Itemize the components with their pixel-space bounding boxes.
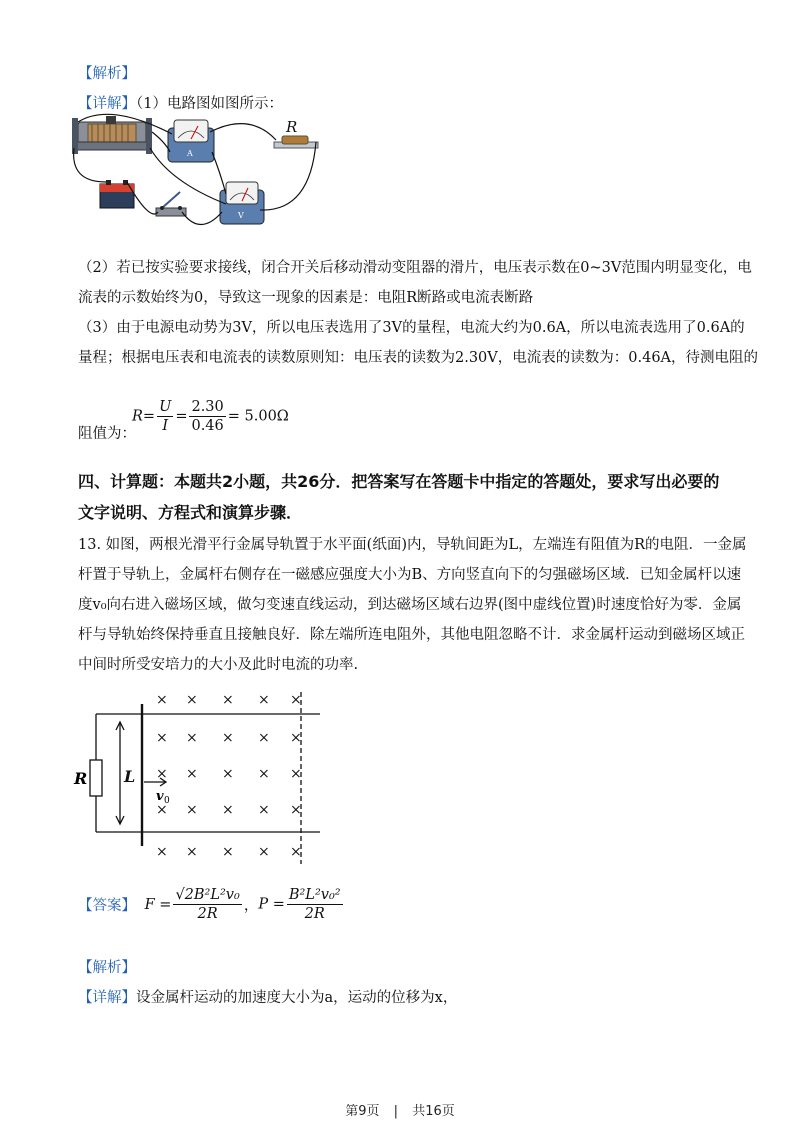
- field-cross: ×: [222, 844, 234, 860]
- field-cross: ×: [156, 730, 168, 746]
- frac-U: U: [159, 399, 172, 415]
- field-cross: ×: [186, 692, 198, 708]
- frac-I: I: [162, 418, 169, 434]
- answer-F-num: √2B²L²v₀: [175, 887, 240, 903]
- detail-line-2: [78, 988, 730, 1008]
- item2-line-1: （2）若已按实验要求接线，闭合开关后移动滑动变阻器的滑片，电压表示数在0~3V范围内明显变化，电: [78, 260, 752, 276]
- q13-line-4: 杆与导轨始终保持垂直且接触良好．除左端所连电阻外，其他电阻忽略不计．求金属杆运动到磁场区域正: [78, 627, 745, 643]
- field-cross: ×: [186, 844, 198, 860]
- field-cross: ×: [156, 692, 168, 708]
- field-cross: ×: [258, 692, 270, 708]
- page-footer: [0, 1100, 800, 1119]
- field-diagram: [70, 688, 330, 868]
- item2-line-2: 流表的示数始终为0，导致这一现象的因素是：电阻R断路或电流表断路: [78, 290, 534, 306]
- frac-den: 0.46: [191, 418, 224, 434]
- field-cross: ×: [258, 802, 270, 818]
- answer-tag: 【答案】: [78, 898, 136, 914]
- analysis-tag: 【解析】: [78, 66, 136, 82]
- fig-R-label: R: [74, 769, 88, 788]
- field-cross: ×: [186, 766, 198, 782]
- answer-block: [78, 886, 345, 923]
- answer-sep: ，: [243, 898, 259, 914]
- answer-P-lhs: P =: [258, 896, 285, 913]
- detail-tag: 【详解】: [78, 96, 136, 112]
- fig-v-label: v: [156, 789, 164, 804]
- q13-line-2: 杆置于导轨上，金属杆右侧存在一磁感应强度大小为B、方向竖直向下的匀强磁场区域．已知金属杆以速: [78, 567, 742, 583]
- ammeter-icon: [168, 120, 214, 162]
- field-cross: ×: [290, 844, 302, 860]
- answer-F-lhs: F =: [144, 896, 172, 913]
- field-cross: ×: [290, 802, 302, 818]
- field-cross: ×: [156, 766, 168, 782]
- footer-sep: |: [393, 1104, 399, 1119]
- resistor-box: [90, 760, 102, 796]
- detail-line-1: [78, 94, 730, 114]
- answer-F-frac: [173, 886, 241, 923]
- q13-line-1: 13. 如图，两根光滑平行金属导轨置于水平面(纸面)内，导轨间距为L，左端连有阻值为R的电阻．一金属: [78, 537, 747, 553]
- detail-text-2: 设金属杆运动的加速度大小为a，运动的位移为x，: [136, 990, 458, 1006]
- answer-P-num: B²L²v₀²: [288, 887, 341, 903]
- field-cross: ×: [290, 730, 302, 746]
- rheostat-icon: [72, 116, 152, 154]
- resistor-label: R: [286, 118, 298, 136]
- field-cross: ×: [186, 730, 198, 746]
- field-cross: ×: [186, 802, 198, 818]
- item1-text: （1）电路图如图所示：: [136, 96, 283, 112]
- item3-line-3: 阻值为：: [78, 426, 136, 442]
- analysis-tag-2: 【解析】: [78, 960, 136, 976]
- formula-R: R=: [132, 408, 156, 425]
- footer-total: 共16页: [412, 1104, 455, 1119]
- formula-eq: =: [175, 408, 188, 425]
- q13-line-5: 中间时所受安培力的大小及此时电流的功率.: [78, 657, 359, 673]
- switch-icon: [156, 192, 186, 216]
- answer-P-den: 2R: [304, 906, 325, 922]
- q13-line-3: 度v₀向右进入磁场区域，做匀变速直线运动，到达磁场区域右边界(图中虚线位置)时速度恰好为零．金属: [78, 597, 742, 613]
- frac-num: 2.30: [191, 399, 224, 415]
- item3-line-2: 量程；根据电压表和电流表的读数原则知：电压表的读数为2.30V，电流表的读数为：0.46A，待测电阻的: [78, 350, 759, 366]
- section4-heading-2: 文字说明、方程式和演算步骤．: [78, 503, 303, 522]
- detail-tag-2: 【详解】: [78, 990, 136, 1006]
- voltmeter-icon: [220, 182, 264, 224]
- section4-heading-1: 四、计算题：本题共2小题，共26分．把答案写在答题卡中指定的答题处，要求写出必要的: [78, 472, 720, 491]
- field-cross: ×: [290, 692, 302, 708]
- voltmeter-label: V: [238, 211, 244, 220]
- resistor-icon: [274, 118, 318, 148]
- answer-F-den: 2R: [197, 906, 218, 922]
- fig-v-sub: 0: [164, 796, 170, 806]
- answer-P-frac: [287, 886, 343, 923]
- field-crosses: [156, 692, 302, 860]
- formula-result: = 5.00Ω: [227, 408, 289, 425]
- footer-page: 第9页: [345, 1104, 380, 1119]
- fig-L-label: L: [124, 767, 136, 786]
- field-cross: ×: [222, 692, 234, 708]
- field-cross: ×: [222, 766, 234, 782]
- field-cross: ×: [156, 844, 168, 860]
- item3-line-1: （3）由于电源电动势为3V，所以电压表选用了3V的量程，电流大约为0.6A，所以电流表选用了0.6A的: [78, 320, 745, 336]
- field-cross: ×: [156, 802, 168, 818]
- field-cross: ×: [258, 730, 270, 746]
- field-cross: ×: [222, 730, 234, 746]
- ammeter-label: A: [187, 149, 193, 158]
- field-cross: ×: [258, 766, 270, 782]
- field-cross: ×: [222, 802, 234, 818]
- circuit-diagram: [70, 112, 330, 242]
- field-cross: ×: [290, 766, 302, 782]
- field-cross: ×: [258, 844, 270, 860]
